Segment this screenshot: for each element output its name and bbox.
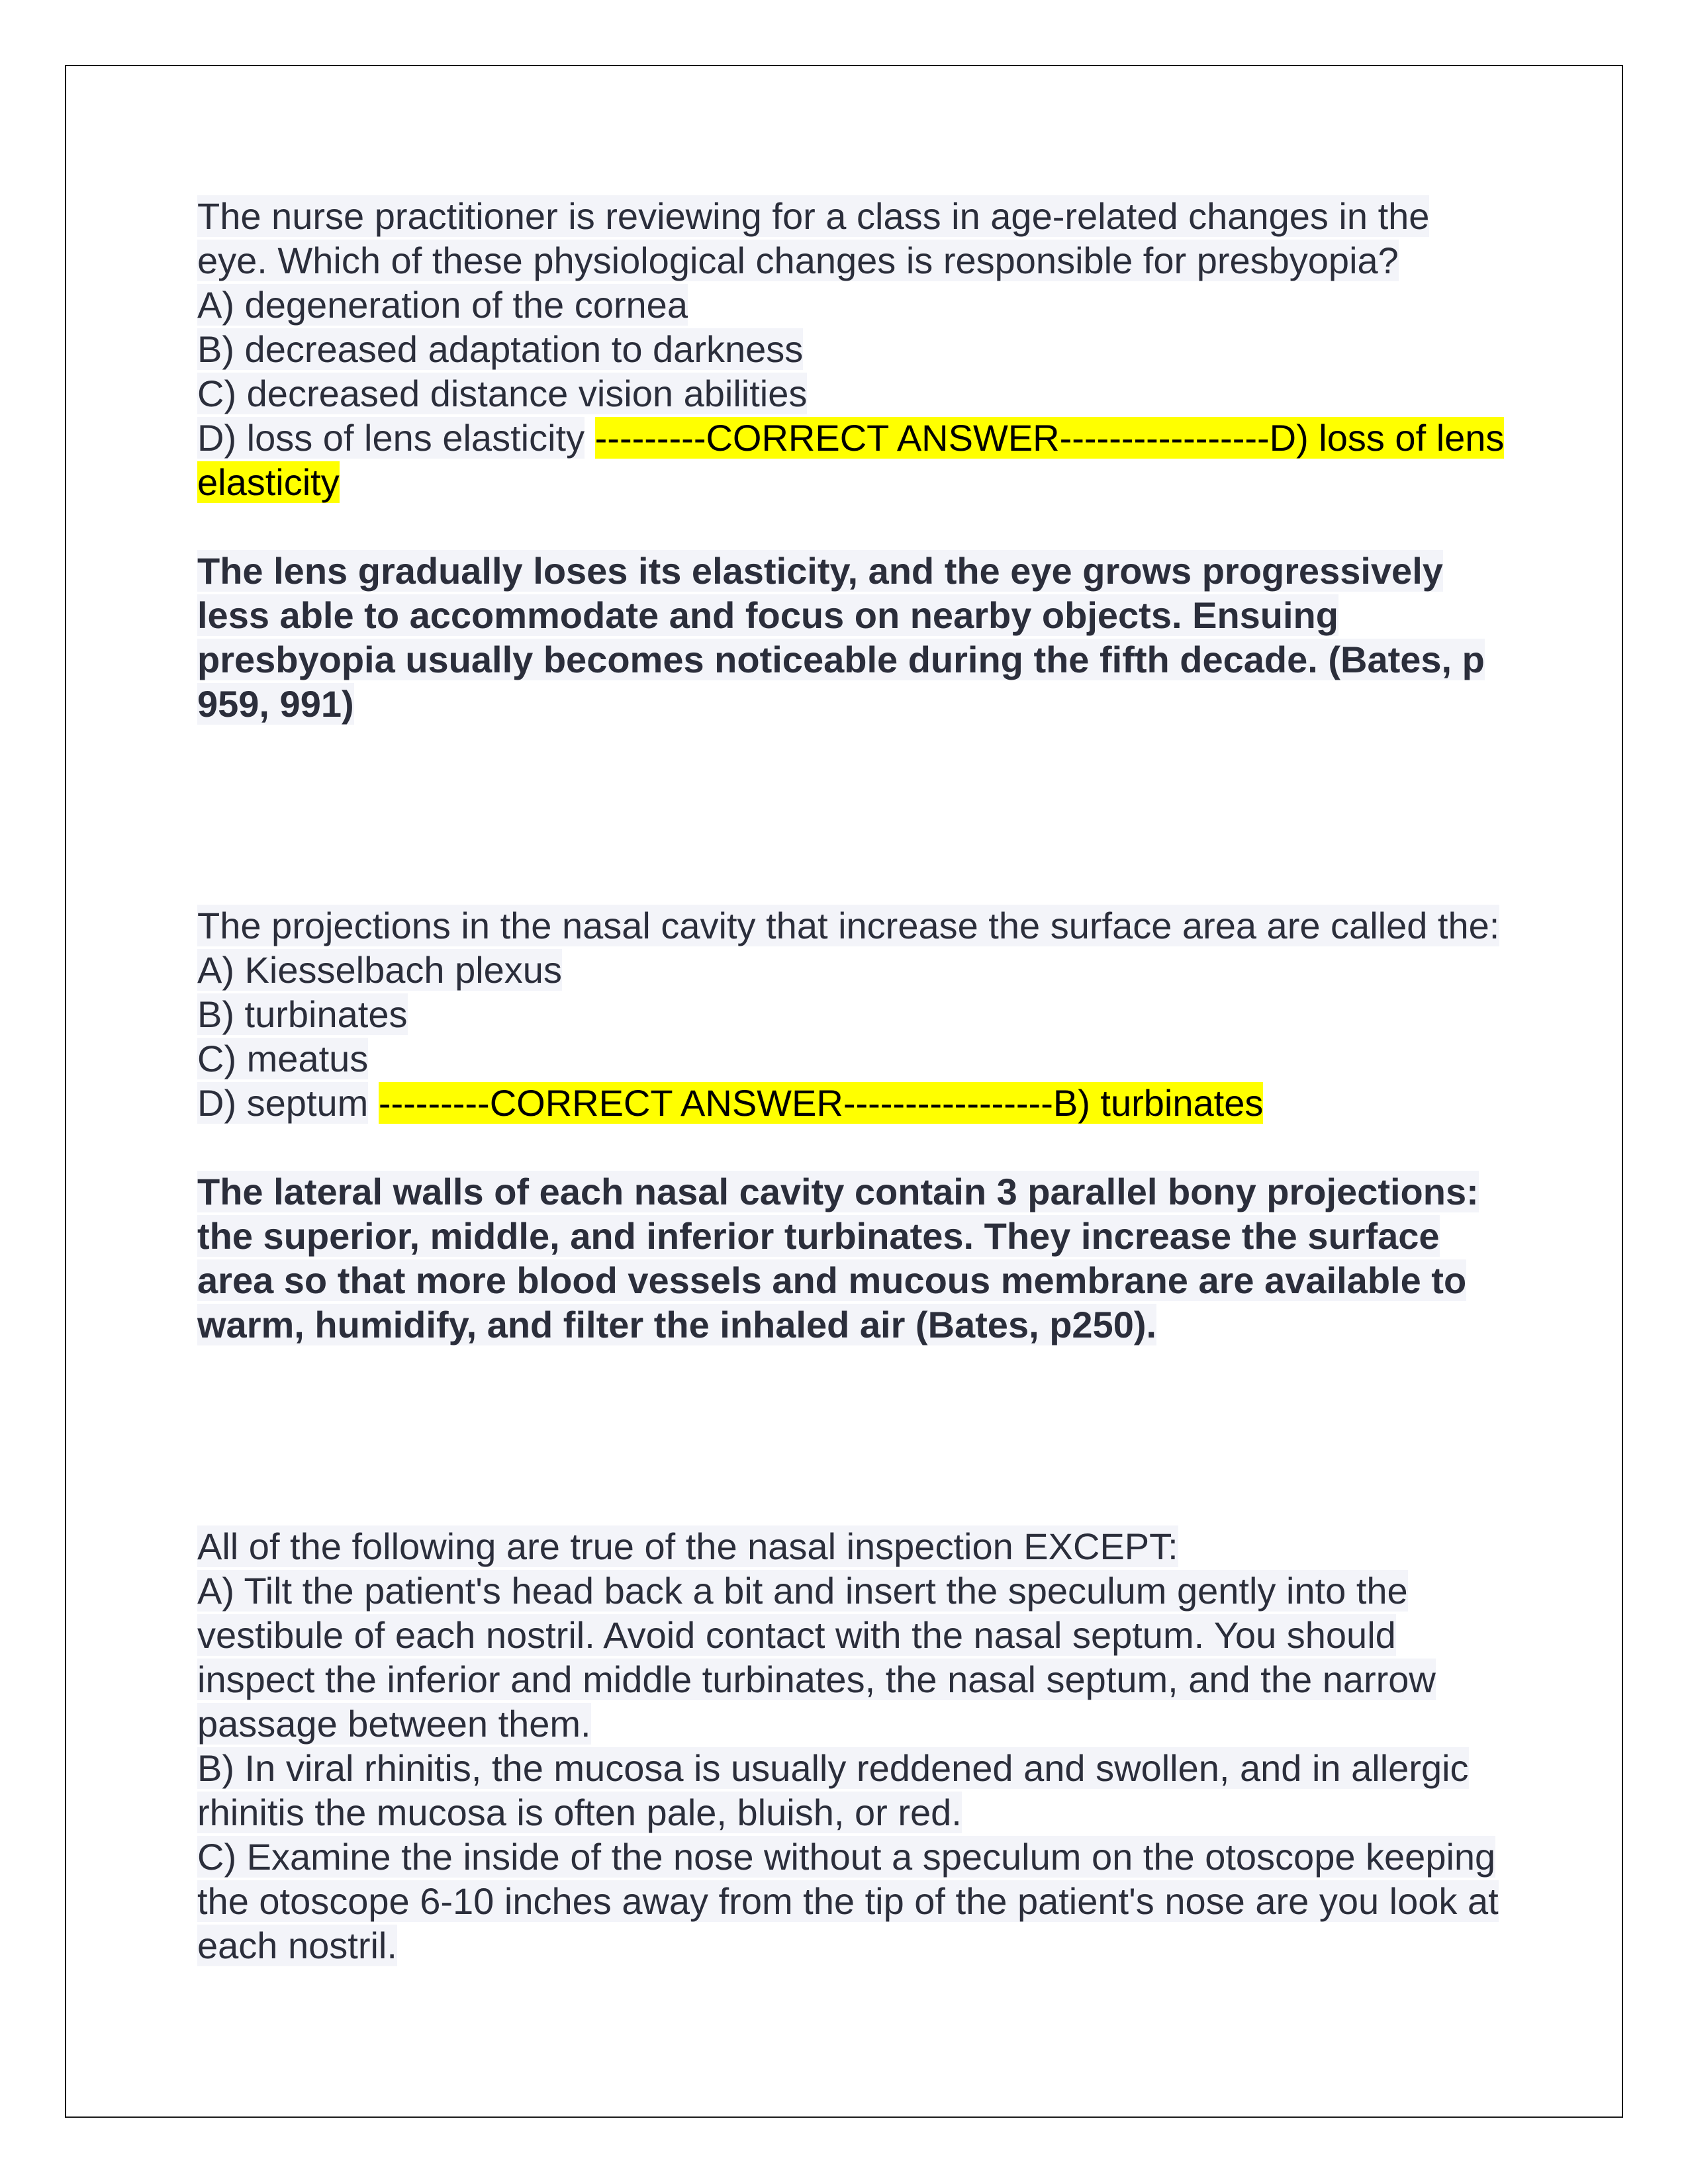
question-stem xyxy=(197,903,1508,948)
option-d xyxy=(197,1081,1508,1125)
explanation xyxy=(197,1169,1508,1347)
option-d-text: D) septum xyxy=(197,1082,369,1124)
question-3 xyxy=(197,1524,1508,1968)
option-c-text: C) Examine the inside of the nose without a speculum on the otoscope keeping the otoscope 6-10 inches away from the tip of the patient's nose are you look at each nostril. xyxy=(197,1836,1499,1966)
explanation xyxy=(197,549,1508,726)
option-a-text: A) degeneration of the cornea xyxy=(197,284,688,326)
question-2 xyxy=(197,903,1508,1347)
option-b-text: B) In viral rhinitis, the mucosa is usually reddened and swollen, and in allergic rhinitis the mucosa is often pale, bluish, or red. xyxy=(197,1747,1469,1833)
document-content xyxy=(197,194,1508,1968)
option-b xyxy=(197,992,1508,1036)
option-c xyxy=(197,1036,1508,1081)
option-d-text: D) loss of lens elasticity xyxy=(197,417,585,459)
option-c xyxy=(197,371,1508,416)
question-stem-text: The nurse practitioner is reviewing for a class in age-related changes in the eye. Which of these physiological changes is responsible for presbyopia? xyxy=(197,195,1430,281)
option-a-text: A) Tilt the patient's head back a bit and insert the speculum gently into the vestibule of each nostril. Avoid contact with the nasal septum. You should inspect the inferior and middle turbinates, the nasal septum, and the narrow passage between them. xyxy=(197,1570,1436,1745)
question-stem xyxy=(197,1524,1508,1569)
option-b-text: B) decreased adaptation to darkness xyxy=(197,328,804,370)
question-1 xyxy=(197,194,1508,726)
explanation-text: The lens gradually loses its elasticity, and the eye grows progressively less able to accommodate and focus on nearby objects. Ensuing presbyopia usually becomes noticeable during the fifth decade. (Bates, p 959, 991) xyxy=(197,550,1485,725)
correct-answer-highlight: ---------CORRECT ANSWER-----------------B) turbinates xyxy=(378,1082,1264,1124)
option-a xyxy=(197,1569,1508,1746)
option-d xyxy=(197,416,1508,504)
question-stem xyxy=(197,194,1508,283)
option-c-text: C) meatus xyxy=(197,1038,369,1079)
question-stem-text: All of the following are true of the nasal inspection EXCEPT: xyxy=(197,1525,1178,1567)
option-a xyxy=(197,948,1508,992)
explanation-text: The lateral walls of each nasal cavity contain 3 parallel bony projections: the superior, middle, and inferior turbinates. They increase the surface area so that more blood vessels and mucous membrane are available to warm, humidify, and filter the inhaled air (Bates, p250). xyxy=(197,1171,1479,1345)
option-a-text: A) Kiesselbach plexus xyxy=(197,949,562,991)
option-b-text: B) turbinates xyxy=(197,993,408,1035)
option-b xyxy=(197,327,1508,371)
correct-answer-highlight: ---------CORRECT ANSWER-----------------D) loss of lens elasticity xyxy=(197,417,1505,503)
option-c-text: C) decreased distance vision abilities xyxy=(197,373,808,414)
option-b xyxy=(197,1746,1508,1835)
option-a xyxy=(197,283,1508,327)
option-c xyxy=(197,1835,1508,1968)
question-stem-text: The projections in the nasal cavity that increase the surface area are called the: xyxy=(197,905,1500,946)
